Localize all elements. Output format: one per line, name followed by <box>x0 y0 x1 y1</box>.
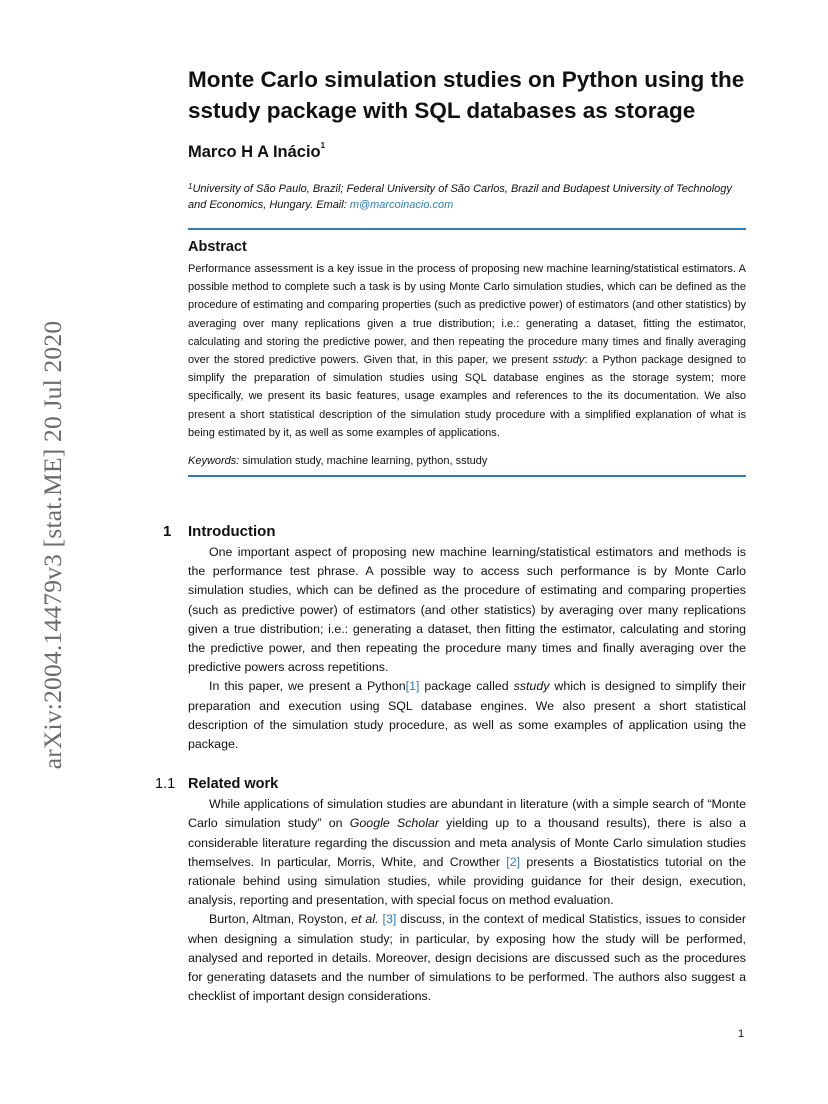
citation-link[interactable]: [3] <box>382 912 397 927</box>
section-title: Introduction <box>188 523 276 541</box>
package-name-emphasis: sstudy <box>552 354 585 367</box>
introduction-paragraph-1: One important aspect of proposing new machine learning/statistical estimators and methods is the performance test phrase. A possible way to access such performance is by Monte Carlo simulation studies, which can be defined as the procedure of estimating and comparing properties (such as predictive power) of estimators (and other statistics) by averaging over many replications given a true distribution; i.e.: generating a dataset, then fitting the estimator, calculating and storing the predictive power, and then repeating the procedure many times and finally averaging over the predictive powers across repetitions. <box>188 545 746 675</box>
paragraph-text: yielding up to a thousand results), there is also a considerable literature regarding the discussion and meta analysis of Monte Carlo simulation studies themselves. In particular, Morris, White, and Crowther <box>188 816 746 869</box>
citation-link[interactable]: [2] <box>506 854 521 869</box>
abstract-top-rule <box>188 228 746 230</box>
paper-content <box>155 64 747 1007</box>
paragraph-text: In this paper, we present a Python <box>209 679 406 694</box>
paragraph-text: presents a Biostatistics tutorial on the rationale behind using simulation studies, while providing guidance for their design, execution, analysis, reporting and presentation, with special focus on method evaluation. <box>188 854 747 908</box>
email-link[interactable]: m@marcoinacio.com <box>349 199 454 211</box>
related-work-paragraph-2 <box>188 910 746 1006</box>
arxiv-identifier-stamp: arXiv:2004.14479v3 [stat.ME] 20 Jul 2020 <box>38 320 67 770</box>
paragraph-text: discuss, in the context of medical Statistics, issues to consider when designing a simulation study; in particular, by exposing how the study will be performed, analysed and reported in details. Moreover, design decisions are discussed such as the procedures for generating datasets and the number of simulations to be performed. The authors also suggest a checklist of important design considerations. <box>188 912 746 1004</box>
abstract-text <box>188 260 746 442</box>
emphasis-text: et al. <box>351 912 379 927</box>
subsection-heading-related-work <box>155 776 746 793</box>
emphasis-text: Google Scholar <box>349 816 439 831</box>
subsection-number: 1.1 <box>155 776 176 793</box>
section-heading-introduction <box>163 523 746 541</box>
paragraph-text: While applications of simulation studies are abundant in literature (with a simple search of “Monte Carlo simulation study” on <box>188 797 746 831</box>
introduction-paragraph-2 <box>188 677 746 754</box>
keywords-label: Keywords: <box>188 455 240 468</box>
paragraph-text: package called <box>419 679 514 694</box>
paragraph-text: Burton, Altman, Royston, <box>209 912 352 927</box>
paper-title: Monte Carlo simulation studies on Python using the sstudy package with SQL databases as storage <box>188 67 745 123</box>
keywords-list: simulation study, machine learning, python, sstudy <box>239 455 488 468</box>
abstract-bottom-rule <box>188 475 746 477</box>
abstract-heading: Abstract <box>188 239 247 255</box>
affiliation-mark: 1 <box>188 182 193 191</box>
author-line <box>188 143 746 162</box>
page-number: 1 <box>738 1028 745 1040</box>
author-affiliation-mark: 1 <box>320 141 326 150</box>
abstract-text-part: Performance assessment is a key issue in the process of proposing new machine learning/statistical estimators. A possible method to complete such a task is by using Monte Carlo simulation studies, which can be defined as the procedure of estimating and comparing properties (such as predictive power) of estimators (and other statistics) by averaging over many replications given a true distribution; i.e.: generating a dataset, fitting the estimator, calculating and storing the predictive power, and then repeating the procedure many times and finally averaging over the stored predictive powers. Given that, in this paper, we present <box>188 263 746 367</box>
subsection-title: Related work <box>188 776 279 793</box>
affiliation-text: University of São Paulo, Brazil; Federal University of São Carlos, Brazil and Budapest University of Technology and Economics, Hungary. Email: <box>188 183 732 211</box>
author-name: Marco H A Inácio <box>188 143 321 161</box>
affiliation <box>188 181 746 213</box>
related-work-paragraph-1 <box>188 795 746 910</box>
package-name-emphasis: sstudy <box>513 679 550 694</box>
section-number: 1 <box>163 523 172 541</box>
citation-link[interactable]: [1] <box>405 679 420 694</box>
keywords <box>188 455 746 467</box>
paragraph-text: which is designed to simplify their preparation and execution using SQL database engines. We also present a short statistical description of the simulation study procedure, as well as some examples of application using the package. <box>188 679 746 752</box>
abstract-text-part: : a Python package designed to simplify the preparation of simulation studies using SQL database engines as the storage system; more specifically, we present its basic features, usage examples and references to the its documentation. We also present a short statistical description of the simulation study procedure with a simplified explanation of what is being estimated by it, as well as some examples of applications. <box>188 354 746 439</box>
